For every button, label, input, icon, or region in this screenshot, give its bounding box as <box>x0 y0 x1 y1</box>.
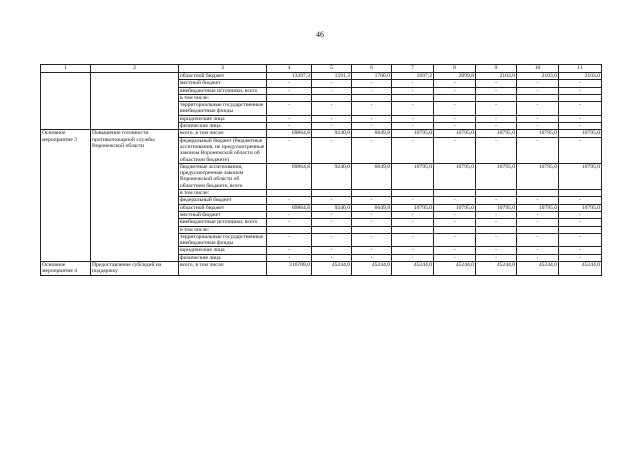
value-cell: 10795,0 <box>434 130 476 137</box>
value-cell: - <box>476 87 517 94</box>
value-cell: - <box>267 219 312 226</box>
value-cell <box>434 226 476 233</box>
value-cell: - <box>434 219 476 226</box>
value-cell: - <box>352 115 392 122</box>
value-cell: - <box>476 247 517 254</box>
column-number: 2 <box>91 65 179 73</box>
value-cell: 1697,2 <box>392 73 434 80</box>
funding-source: территориальные государственные внебюджетные фонды <box>179 102 267 116</box>
value-cell: - <box>352 254 392 261</box>
value-cell: 10795,0 <box>517 163 559 189</box>
value-cell <box>434 190 476 197</box>
value-cell <box>352 190 392 197</box>
value-cell: - <box>517 80 559 87</box>
value-cell: - <box>312 123 352 130</box>
funding-source: местный бюджет <box>179 80 267 87</box>
value-cell <box>392 190 434 197</box>
value-cell: - <box>352 219 392 226</box>
value-cell: - <box>434 87 476 94</box>
value-cell: - <box>476 137 517 163</box>
value-cell: - <box>392 247 434 254</box>
value-cell: - <box>312 102 352 116</box>
value-cell: - <box>352 137 392 163</box>
value-cell: - <box>559 233 602 247</box>
value-cell: 10795,0 <box>476 130 517 137</box>
value-cell: - <box>559 115 602 122</box>
value-cell: - <box>434 123 476 130</box>
funding-source: физические лица <box>179 254 267 261</box>
value-cell <box>267 190 312 197</box>
value-cell <box>392 226 434 233</box>
funding-source: юридические лица <box>179 247 267 254</box>
value-cell: - <box>267 211 312 218</box>
value-cell: - <box>559 211 602 218</box>
value-cell: - <box>267 87 312 94</box>
value-cell: - <box>476 102 517 116</box>
value-cell: - <box>267 247 312 254</box>
value-cell: 69864,8 <box>267 204 312 211</box>
value-cell: 9240,0 <box>312 204 352 211</box>
value-cell: - <box>434 233 476 247</box>
value-cell: 6649,8 <box>352 163 392 189</box>
funding-source: всего, в том числе: <box>179 130 267 137</box>
value-cell: - <box>392 219 434 226</box>
value-cell: - <box>517 137 559 163</box>
value-cell: - <box>312 137 352 163</box>
funding-source: в том числе: <box>179 94 267 101</box>
value-cell <box>392 94 434 101</box>
value-cell: - <box>352 80 392 87</box>
value-cell: - <box>312 80 352 87</box>
value-cell: - <box>312 87 352 94</box>
table-row <box>41 262 602 276</box>
value-cell: - <box>352 233 392 247</box>
funding-source: юридические лица <box>179 115 267 122</box>
value-cell <box>559 94 602 101</box>
value-cell: - <box>267 80 312 87</box>
value-cell: - <box>267 115 312 122</box>
value-cell: - <box>267 254 312 261</box>
value-cell: - <box>434 102 476 116</box>
value-cell: 2103,0 <box>476 73 517 80</box>
value-cell: 10795,0 <box>434 204 476 211</box>
value-cell <box>476 226 517 233</box>
value-cell: - <box>476 233 517 247</box>
value-cell <box>267 226 312 233</box>
funding-source: федеральный бюджет (бюджетные ассигнования, не предусмотренные законом Воронежской области об областном бюджете) <box>179 137 267 163</box>
value-cell: - <box>476 115 517 122</box>
funding-source: областной бюджет <box>179 73 267 80</box>
value-cell: 45244,0 <box>559 262 602 276</box>
value-cell: - <box>312 233 352 247</box>
column-number: 5 <box>312 65 352 73</box>
budget-table <box>40 64 602 276</box>
value-cell: - <box>517 102 559 116</box>
value-cell: - <box>559 80 602 87</box>
column-number: 7 <box>392 65 434 73</box>
value-cell: - <box>267 137 312 163</box>
column-number: 8 <box>434 65 476 73</box>
value-cell: - <box>517 233 559 247</box>
event-code-cell <box>41 73 91 130</box>
funding-source: бюджетные ассигнования, предусмотренные законом Воронежской области об областном бюджете, всего <box>179 163 267 189</box>
value-cell: - <box>267 233 312 247</box>
value-cell: - <box>392 123 434 130</box>
value-cell <box>476 94 517 101</box>
value-cell: - <box>434 115 476 122</box>
value-cell: 6649,8 <box>352 204 392 211</box>
value-cell: - <box>267 123 312 130</box>
value-cell: 10795,0 <box>392 163 434 189</box>
value-cell: 10795,0 <box>476 204 517 211</box>
value-cell: - <box>434 137 476 163</box>
value-cell: - <box>312 197 352 204</box>
column-number: 10 <box>517 65 559 73</box>
funding-source: физические лица <box>179 123 267 130</box>
value-cell: - <box>434 80 476 87</box>
value-cell: - <box>559 197 602 204</box>
value-cell: 10795,0 <box>517 130 559 137</box>
value-cell: - <box>559 87 602 94</box>
value-cell: 45244,0 <box>312 262 352 276</box>
value-cell: - <box>476 254 517 261</box>
value-cell: - <box>392 254 434 261</box>
value-cell: - <box>517 197 559 204</box>
value-cell: - <box>267 197 312 204</box>
value-cell: - <box>434 197 476 204</box>
value-cell: - <box>392 87 434 94</box>
value-cell: - <box>517 87 559 94</box>
value-cell: 45244,0 <box>517 262 559 276</box>
value-cell <box>312 94 352 101</box>
value-cell: - <box>312 211 352 218</box>
column-number: 11 <box>559 65 602 73</box>
funding-source: местный бюджет <box>179 211 267 218</box>
funding-source: всего, в том числе: <box>179 262 267 276</box>
value-cell: 10795,0 <box>476 163 517 189</box>
value-cell: 10795,0 <box>434 163 476 189</box>
value-cell: 13397,3 <box>267 73 312 80</box>
value-cell: - <box>517 115 559 122</box>
value-cell: 6649,8 <box>352 130 392 137</box>
value-cell: - <box>312 247 352 254</box>
column-number: 1 <box>41 65 91 73</box>
value-cell: - <box>559 254 602 261</box>
value-cell: - <box>517 247 559 254</box>
funding-source: федеральный бюджет <box>179 197 267 204</box>
value-cell: 45244,0 <box>476 262 517 276</box>
value-cell: 69864,8 <box>267 130 312 137</box>
value-cell: - <box>392 211 434 218</box>
value-cell: 316708,0 <box>267 262 312 276</box>
value-cell: - <box>352 123 392 130</box>
value-cell: - <box>434 254 476 261</box>
value-cell: - <box>267 102 312 116</box>
header-row <box>41 65 602 73</box>
value-cell: - <box>559 102 602 116</box>
column-number: 6 <box>352 65 392 73</box>
value-cell: - <box>517 219 559 226</box>
value-cell: 9240,0 <box>312 163 352 189</box>
funding-source: внебюджетные источники, всего <box>179 219 267 226</box>
event-title: Предоставление субсидий на поддержку <box>91 262 179 276</box>
value-cell: - <box>434 211 476 218</box>
value-cell: - <box>392 137 434 163</box>
funding-source: в том числе: <box>179 226 267 233</box>
value-cell <box>352 94 392 101</box>
value-cell: - <box>559 247 602 254</box>
value-cell: - <box>392 197 434 204</box>
value-cell: - <box>476 211 517 218</box>
value-cell <box>476 190 517 197</box>
event-code: Основное мероприятие 3 <box>41 130 91 262</box>
table-body <box>41 65 602 276</box>
event-title: Повышение готовности противопожарной службы Воронежской области <box>91 130 179 262</box>
value-cell <box>559 190 602 197</box>
value-cell: 10795,0 <box>559 204 602 211</box>
value-cell: - <box>517 211 559 218</box>
funding-source: внебюджетные источники, всего <box>179 87 267 94</box>
value-cell: 10795,0 <box>559 163 602 189</box>
table-row <box>41 73 602 80</box>
value-cell: - <box>517 123 559 130</box>
value-cell <box>517 226 559 233</box>
value-cell: 10795,0 <box>392 204 434 211</box>
value-cell: - <box>476 219 517 226</box>
value-cell: 2103,0 <box>559 73 602 80</box>
value-cell <box>312 190 352 197</box>
value-cell: 1591,3 <box>312 73 352 80</box>
value-cell: 1700,0 <box>352 73 392 80</box>
event-code: Основное мероприятие 4 <box>41 262 91 276</box>
value-cell <box>559 226 602 233</box>
value-cell: - <box>352 102 392 116</box>
value-cell <box>352 226 392 233</box>
value-cell: - <box>312 219 352 226</box>
funding-source: территориальные государственные внебюджетные фонды <box>179 233 267 247</box>
funding-source: областной бюджет <box>179 204 267 211</box>
value-cell: - <box>392 102 434 116</box>
page-number: 46 <box>316 30 324 39</box>
column-number: 3 <box>179 65 267 73</box>
value-cell: - <box>352 211 392 218</box>
value-cell: - <box>352 197 392 204</box>
value-cell: 2103,0 <box>517 73 559 80</box>
column-number: 4 <box>267 65 312 73</box>
value-cell: 10795,0 <box>392 130 434 137</box>
value-cell: 69864,8 <box>267 163 312 189</box>
value-cell: - <box>392 115 434 122</box>
value-cell: - <box>352 247 392 254</box>
funding-source: в том числе: <box>179 190 267 197</box>
value-cell: - <box>434 247 476 254</box>
value-cell: - <box>476 123 517 130</box>
value-cell <box>267 94 312 101</box>
value-cell: - <box>392 233 434 247</box>
value-cell <box>517 94 559 101</box>
value-cell: 10795,0 <box>559 130 602 137</box>
value-cell: 45244,0 <box>352 262 392 276</box>
value-cell: - <box>476 80 517 87</box>
value-cell: 9240,0 <box>312 130 352 137</box>
value-cell: - <box>559 123 602 130</box>
value-cell <box>312 226 352 233</box>
value-cell <box>517 190 559 197</box>
value-cell: - <box>559 137 602 163</box>
value-cell: - <box>312 254 352 261</box>
column-number: 9 <box>476 65 517 73</box>
value-cell: 45244,0 <box>392 262 434 276</box>
value-cell: - <box>352 87 392 94</box>
value-cell: - <box>517 254 559 261</box>
value-cell: - <box>392 80 434 87</box>
value-cell: - <box>476 197 517 204</box>
value-cell: - <box>312 115 352 122</box>
value-cell: 2099,8 <box>434 73 476 80</box>
value-cell: - <box>559 219 602 226</box>
value-cell <box>434 94 476 101</box>
table-row <box>41 130 602 137</box>
event-title-cell <box>91 73 179 130</box>
value-cell: 10795,0 <box>517 204 559 211</box>
value-cell: 45244,0 <box>434 262 476 276</box>
